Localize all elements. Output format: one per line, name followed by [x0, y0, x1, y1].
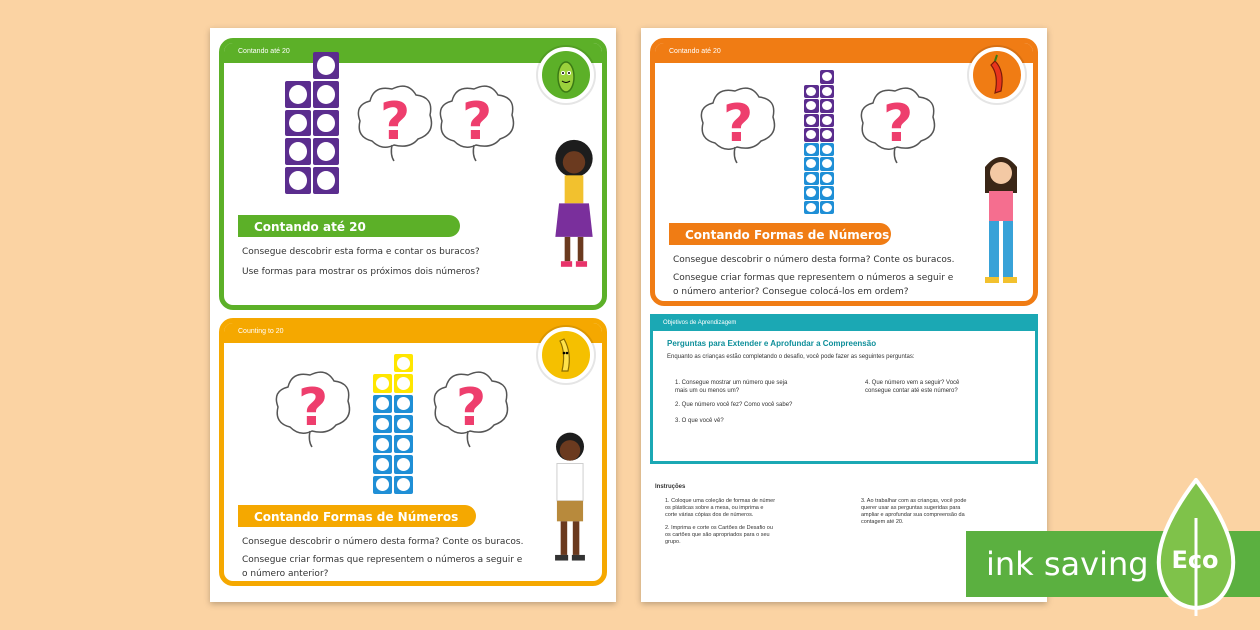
list-item: 1. Consegue mostrar um número que seja	[675, 380, 788, 386]
card-prompt-line: o número anterior?	[242, 569, 329, 579]
instructions-list-left	[665, 498, 775, 546]
card-title: Contando até 20	[238, 215, 460, 237]
boy-thinking-illustration	[542, 423, 598, 573]
challenge-card-yellow	[219, 318, 607, 586]
instructions-list-right	[861, 498, 966, 526]
list-item: 2. Que número você fez? Como você sabe?	[675, 402, 793, 408]
card-prompt-line: Consegue descobrir o número desta forma? Conte os buracos.	[242, 537, 524, 547]
worksheet-right	[641, 28, 1047, 602]
girl-thinking-illustration	[971, 147, 1031, 297]
learning-objectives-card	[650, 314, 1038, 464]
list-item: contagem até 20.	[861, 519, 904, 525]
card-strip: Contando até 20	[655, 43, 1033, 63]
blue-purple-numicon-stack	[801, 67, 837, 217]
pickle-character-badge	[538, 47, 594, 103]
list-item: querer usar as perguntas sugeridas para	[861, 505, 961, 511]
question-mark: ?	[456, 378, 487, 438]
instructions-heading: Instruções	[655, 484, 686, 490]
objectives-strip: Objetivos de Aprendizagem	[653, 317, 1035, 331]
question-cloud-icon	[697, 83, 777, 169]
list-item: 3. Ao trabalhar com as crianças, você pode	[861, 498, 967, 504]
list-item: ampliar e aprofundar sua compreensão da	[861, 512, 965, 518]
list-item: 2. Imprima e corte os Cartões de Desafio ou	[665, 525, 773, 531]
list-item: mais um ou menos um?	[675, 388, 740, 394]
question-cloud-icon	[857, 83, 937, 169]
question-mark: ?	[883, 94, 914, 154]
challenge-card-green	[219, 38, 607, 310]
card-strip: Counting to 20	[224, 323, 602, 343]
eco-label: Eco	[1171, 546, 1219, 574]
worksheet-left	[210, 28, 616, 602]
objectives-question-list	[675, 379, 792, 425]
question-cloud-icon	[272, 367, 352, 453]
blue-yellow-numicon-stack	[370, 351, 416, 497]
card-strip: Contando até 20	[224, 43, 602, 63]
list-item: 1. Coloque uma coleção de formas de númer	[665, 498, 776, 504]
list-item: consegue contar até este número?	[865, 388, 958, 394]
question-mark: ?	[298, 378, 329, 438]
chili-character-badge	[969, 47, 1025, 103]
objectives-intro: Enquanto as crianças estão completando o desafio, você pode fazer as seguintes perguntas:	[667, 354, 915, 360]
question-cloud-icon	[430, 367, 510, 453]
purple-numicon-shape	[282, 49, 342, 197]
list-item: 4. Que número vem a seguir? Você	[865, 380, 960, 386]
question-mark: ?	[462, 92, 493, 152]
list-item: 3. O que você vê?	[675, 418, 724, 424]
list-item: os plásticas sobre a mesa, ou imprima e	[665, 505, 764, 511]
banana-character-badge	[538, 327, 594, 383]
girl-thinking-illustration	[546, 133, 602, 283]
list-item: grupo.	[665, 539, 681, 545]
card-prompt-line: Consegue criar formas que representem o números a seguir e	[673, 273, 954, 283]
list-item: os cartões que são apropriados para o seu	[665, 532, 770, 538]
card-prompt-line: Use formas para mostrar os próximos dois números?	[242, 267, 480, 277]
card-prompt-line: Consegue criar formas que representem o números a seguir e	[242, 555, 523, 565]
list-item: corte várias cópias dos de números.	[665, 512, 754, 518]
card-title: Contando Formas de Números	[669, 223, 891, 245]
question-cloud-icon	[354, 81, 434, 167]
card-prompt-line: o número anterior? Consegue colocá-los em ordem?	[673, 287, 909, 297]
card-prompt-line: Consegue descobrir esta forma e contar os buracos?	[242, 247, 480, 257]
objectives-question-list-right	[865, 379, 959, 395]
card-prompt-line: Consegue descobrir o número desta forma? Conte os buracos.	[673, 255, 955, 265]
question-mark: ?	[723, 94, 754, 154]
objectives-title: Perguntas para Extender e Aprofundar a Compreensão	[667, 339, 877, 348]
card-title: Contando Formas de Números	[238, 505, 476, 527]
question-mark: ?	[380, 92, 411, 152]
challenge-card-orange	[650, 38, 1038, 306]
ink-saving-label: ink saving	[986, 545, 1149, 583]
question-cloud-icon	[436, 81, 516, 167]
